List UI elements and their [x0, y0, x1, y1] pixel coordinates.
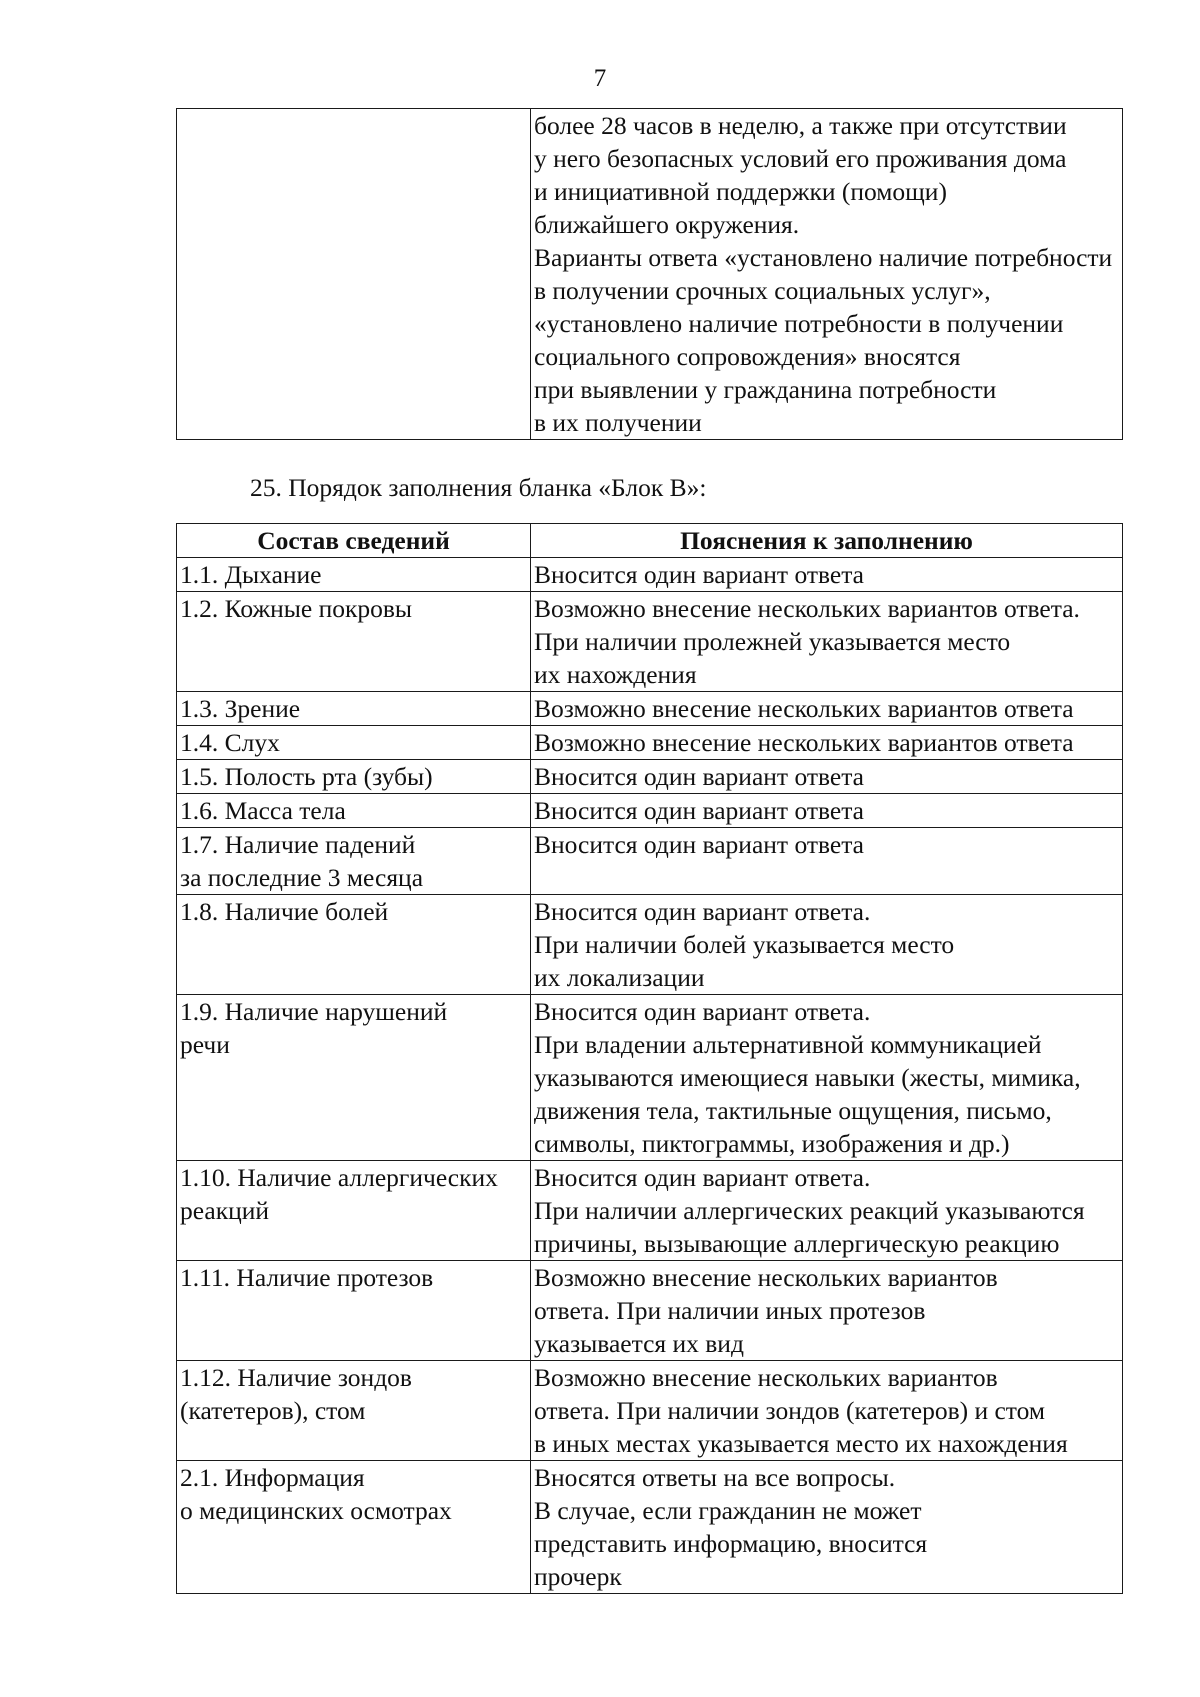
table-row	[177, 1261, 1123, 1361]
explanation-cell: Вносится один вариант ответа	[531, 558, 1123, 592]
table-row	[177, 794, 1123, 828]
explanation-cell: Возможно внесение нескольких вариантов ответа	[531, 692, 1123, 726]
table-row	[177, 692, 1123, 726]
table-row	[177, 895, 1123, 995]
composition-cell: 1.5. Полость рта (зубы)	[177, 760, 531, 794]
explanation-cell: более 28 часов в неделю, а также при отсутствии у него безопасных условий его проживания дома и инициативной поддержки (помощи) ближайшего окружения. Варианты ответа «установлено наличие потребности в получении срочных социальных услуг», «установлено наличие потребности в получении социального сопровождения» вносятся при выявлении у гражданина потребности в их получении	[531, 109, 1123, 440]
column-header-explanation: Пояснения к заполнению	[531, 524, 1123, 558]
explanation-cell: Вносится один вариант ответа. При наличии аллергических реакций указываются причины, вызывающие аллергическую реакцию	[531, 1161, 1123, 1261]
composition-cell: 2.1. Информация о медицинских осмотрах	[177, 1461, 531, 1594]
explanation-cell: Вносится один вариант ответа	[531, 794, 1123, 828]
composition-cell: 1.1. Дыхание	[177, 558, 531, 592]
explanation-cell: Вносится один вариант ответа. При наличии болей указывается место их локализации	[531, 895, 1123, 995]
page-number: 7	[593, 65, 607, 92]
table-row	[177, 592, 1123, 692]
composition-cell: 1.4. Слух	[177, 726, 531, 760]
table-row	[177, 726, 1123, 760]
composition-cell: 1.12. Наличие зондов (катетеров), стом	[177, 1361, 531, 1461]
composition-cell: 1.10. Наличие аллергических реакций	[177, 1161, 531, 1261]
explanation-cell: Вносится один вариант ответа. При владении альтернативной коммуникацией указываются имеющиеся навыки (жесты, мимика, движения тела, тактильные ощущения, письмо, символы, пиктограммы, изображения и др.)	[531, 995, 1123, 1161]
table-row	[177, 109, 1123, 440]
section-heading: 25. Порядок заполнения бланка «Блок В»:	[250, 473, 707, 502]
explanation-cell: Возможно внесение нескольких вариантов ответа. При наличии иных протезов указывается их вид	[531, 1261, 1123, 1361]
explanation-cell: Вносятся ответы на все вопросы. В случае, если гражданин не может представить информацию, вносится прочерк	[531, 1461, 1123, 1594]
table-row	[177, 1461, 1123, 1594]
table-row	[177, 558, 1123, 592]
composition-cell: 1.9. Наличие нарушений речи	[177, 995, 531, 1161]
table-header-row	[177, 524, 1123, 558]
table-row	[177, 1361, 1123, 1461]
composition-cell	[177, 109, 531, 440]
composition-cell: 1.6. Масса тела	[177, 794, 531, 828]
composition-cell: 1.2. Кожные покровы	[177, 592, 531, 692]
explanation-cell: Вносится один вариант ответа	[531, 760, 1123, 794]
continuation-table	[176, 108, 1123, 440]
table-row	[177, 760, 1123, 794]
composition-cell: 1.11. Наличие протезов	[177, 1261, 531, 1361]
explanation-cell: Возможно внесение нескольких вариантов ответа	[531, 726, 1123, 760]
table-row	[177, 995, 1123, 1161]
column-header-composition: Состав сведений	[177, 524, 531, 558]
composition-cell: 1.3. Зрение	[177, 692, 531, 726]
explanation-cell: Вносится один вариант ответа	[531, 828, 1123, 895]
composition-cell: 1.7. Наличие падений за последние 3 месяца	[177, 828, 531, 895]
explanation-cell: Возможно внесение нескольких вариантов ответа. При наличии пролежней указывается место их нахождения	[531, 592, 1123, 692]
composition-cell: 1.8. Наличие болей	[177, 895, 531, 995]
block-v-table	[176, 523, 1123, 1594]
table-row	[177, 1161, 1123, 1261]
table-row	[177, 828, 1123, 895]
explanation-cell: Возможно внесение нескольких вариантов ответа. При наличии зондов (катетеров) и стом в иных местах указывается место их нахождения	[531, 1361, 1123, 1461]
